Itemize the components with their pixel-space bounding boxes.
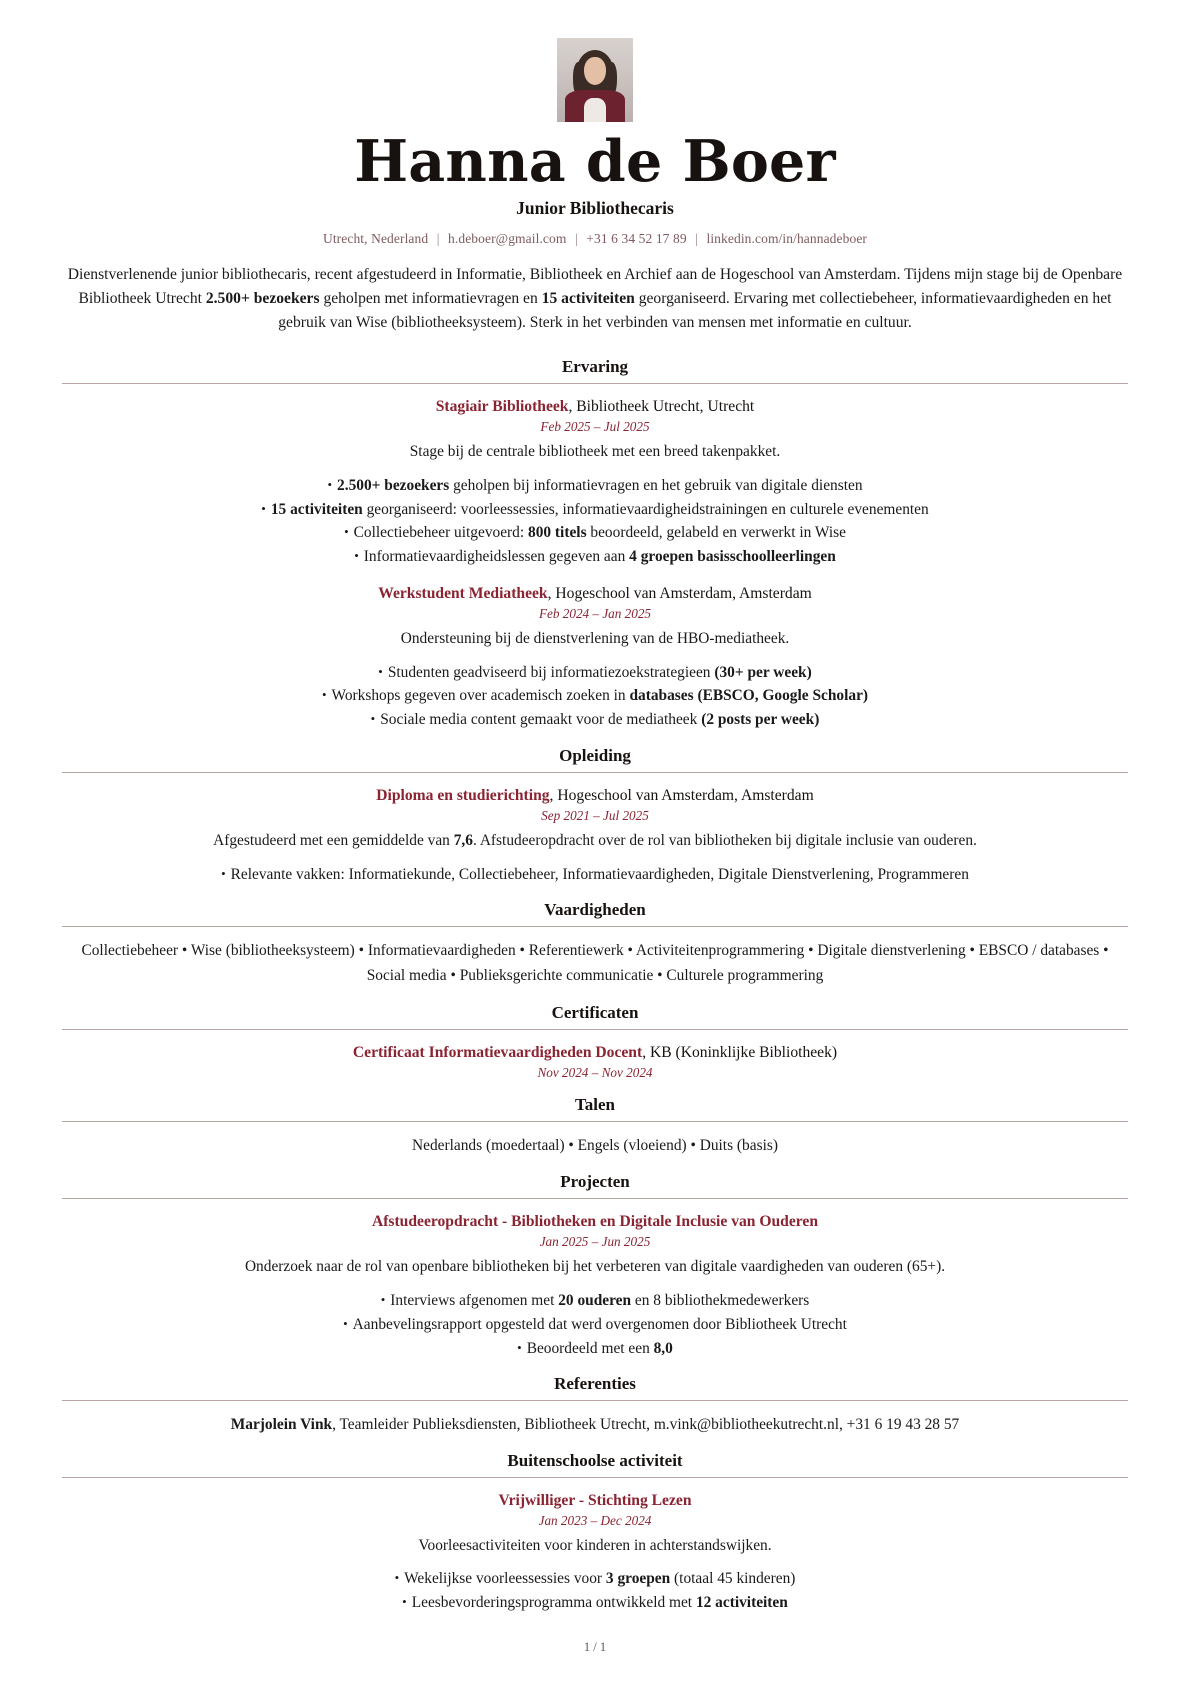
contact-location: Utrecht, Nederland [322, 230, 429, 246]
list-item: • Interviews afgenomen met 20 ouderen en 8 bibliothekmedewerkers [62, 1289, 1128, 1313]
entry-dates: Sep 2021 – Jul 2025 [541, 808, 649, 824]
section-divider [62, 1121, 1128, 1122]
entry-role: Certificaat Informatievaardigheden Docent [352, 1043, 643, 1061]
section-heading-ervaring: Ervaring [561, 357, 629, 377]
entry-organization: , Bibliotheek Utrecht, Utrecht [568, 398, 755, 416]
entry-dates: Feb 2025 – Jul 2025 [540, 419, 650, 435]
entry-role: Diploma en studierichting [376, 787, 550, 805]
entry-bullet-list [62, 1567, 1128, 1615]
entry-organization: , Hogeschool van Amsterdam, Amsterdam [547, 585, 812, 603]
entry [62, 785, 1128, 886]
contact-line [62, 231, 1128, 247]
section-heading-projecten: Projecten [560, 1172, 630, 1192]
section-divider [62, 1477, 1128, 1478]
list-item: • Collectiebeheer uitgevoerd: 800 titels beoordeeld, gelabeld en verwerkt in Wise [62, 521, 1128, 545]
entry-description: Onderzoek naar de rol van openbare bibliotheken bij het verbeteren van digitale vaardigheden van ouderen (65+). [244, 1258, 946, 1276]
photo-shirt [584, 98, 606, 122]
avatar [557, 38, 633, 122]
section-talen [62, 1095, 1128, 1159]
section-divider [62, 772, 1128, 773]
entry-role: Stagiair Bibliotheek [435, 398, 569, 416]
entry [62, 1211, 1128, 1360]
section-divider [62, 383, 1128, 384]
entry-heading [62, 396, 1128, 417]
contact-separator-2: | [574, 230, 578, 246]
entry-bullet-list [62, 863, 1128, 887]
list-item: • 2.500+ bezoekers geholpen bij informatievragen en het gebruik van digitale diensten [62, 474, 1128, 498]
entry-dates: Feb 2024 – Jan 2025 [538, 606, 652, 622]
list-item: • Leesbevorderingsprogramma ontwikkeld met 12 activiteiten [62, 1591, 1128, 1615]
entry-heading [62, 785, 1128, 806]
section-referenties [62, 1374, 1128, 1436]
job-title: Junior Bibliothecaris [516, 197, 674, 218]
entry [62, 396, 1128, 569]
entry-role: Werkstudent Mediatheek [378, 585, 548, 603]
section-ervaring [62, 357, 1128, 732]
section-vaardigheden [62, 900, 1128, 988]
entry-description: Ondersteuning bij de dienstverlening van de HBO-mediatheek. [400, 630, 790, 648]
entry-bullet-list [62, 1289, 1128, 1361]
list-item: • Studenten geadviseerd bij informatiezoekstrategieen (30+ per week) [62, 661, 1128, 685]
section-heading-opleiding: Opleiding [559, 746, 631, 766]
contact-separator-1: | [436, 230, 440, 246]
entry-heading [62, 1211, 1128, 1232]
section-opleiding [62, 746, 1128, 886]
entry-heading [62, 1042, 1128, 1063]
list-item: • Informatievaardigheidslessen gegeven aan 4 groepen basisschoolleerlingen [62, 545, 1128, 569]
page-indicator: 1 / 1 [583, 1640, 607, 1654]
languages-list: Nederlands (moedertaal) • Engels (vloeiend) • Duits (basis) [412, 1136, 778, 1154]
entry-dates: Jan 2025 – Jun 2025 [539, 1234, 651, 1250]
reference-entry: Marjolein Vink, Teamleider Publieksdiensten, Bibliotheek Utrecht, m.vink@bibliotheekutrecht.nl, +31 6 19 43 28 57 [230, 1416, 960, 1434]
section-heading-vaardigheden: Vaardigheden [544, 900, 646, 920]
section-divider [62, 1198, 1128, 1199]
entry-heading [62, 583, 1128, 604]
entry [62, 1490, 1128, 1615]
contact-separator-3: | [695, 230, 698, 246]
summary-paragraph: Dienstverlenende junior bibliothecaris, recent afgestudeerd in Informatie, Bibliotheek en Archief aan de Hogeschool van Amsterdam. Tijdens mijn stage bij de Openbare Bibliotheek Utrecht 2.500+ bezoekers geholpen met informatievragen en 15 activiteiten georganiseerd. Ervaring met collectiebeheer, informatievaardigheden en het gebruik van Wise (bibliotheeksysteem). Sterk in het verbinden van mensen met informatie en cultuur. [67, 265, 1123, 332]
contact-phone[interactable]: +31 6 34 52 17 89 [586, 230, 687, 246]
entry [62, 583, 1128, 732]
entry-role: Vrijwilliger - Stichting Lezen [498, 1491, 692, 1509]
entry-description: Afgestudeerd met een gemiddelde van 7,6. Afstudeeropdracht over de rol van bibliotheken bij digitale inclusie van ouderen. [213, 832, 977, 850]
entry-role: Afstudeeropdracht - Bibliotheken en Digitale Inclusie van Ouderen [371, 1213, 819, 1231]
entry-dates: Jan 2023 – Dec 2024 [538, 1512, 652, 1528]
entry-description: Voorleesactiviteiten voor kinderen in achterstandswijken. [418, 1536, 772, 1554]
photo-face [584, 57, 606, 85]
list-item: • Sociale media content gemaakt voor de mediatheek (2 posts per week) [62, 708, 1128, 732]
entry-organization: , KB (Koninklijke Bibliotheek) [642, 1043, 838, 1061]
list-item: • Wekelijkse voorleessessies voor 3 groepen (totaal 45 kinderen) [62, 1567, 1128, 1591]
entry-organization: , Hogeschool van Amsterdam, Amsterdam [549, 787, 814, 805]
entry-bullet-list [62, 474, 1128, 570]
entry [62, 1042, 1128, 1081]
entry-heading [62, 1490, 1128, 1511]
profile-photo-container [62, 38, 1128, 122]
section-heading-certificaten: Certificaten [551, 1002, 639, 1022]
entry-dates: Nov 2024 – Nov 2024 [537, 1064, 653, 1080]
section-buitenschoolse-activiteit [62, 1451, 1128, 1615]
section-projecten [62, 1172, 1128, 1360]
section-divider [62, 926, 1128, 927]
section-heading-buitenschoolse-activiteit: Buitenschoolse activiteit [507, 1450, 683, 1470]
contact-email[interactable]: h.deboer@gmail.com [448, 230, 567, 246]
sections-container [62, 357, 1128, 1614]
entry-description: Stage bij de centrale bibliotheek met een breed takenpakket. [409, 443, 781, 461]
skills-list: Collectiebeheer • Wise (bibliotheeksysteem) • Informatievaardigheden • Referentiewerk • Activiteitenprogrammering • Digitale dienstverlening • EBSCO / databases • Social media • Publieksgerichte communicatie • Culturele programmering [81, 942, 1109, 985]
list-item: • Aanbevelingsrapport opgesteld dat werd overgenomen door Bibliotheek Utrecht [62, 1313, 1128, 1337]
list-item: • Beoordeeld met een 8,0 [62, 1337, 1128, 1361]
section-heading-talen: Talen [574, 1094, 615, 1114]
section-certificaten [62, 1003, 1128, 1081]
entry-bullet-list [62, 661, 1128, 733]
list-item: • Relevante vakken: Informatiekunde, Collectiebeheer, Informatievaardigheden, Digitale Dienstverlening, Programmeren [62, 863, 1128, 887]
page-title: Hanna de Boer [354, 128, 836, 195]
list-item: • Workshops gegeven over academisch zoeken in databases (EBSCO, Google Scholar) [62, 684, 1128, 708]
contact-linkedin[interactable]: linkedin.com/in/hannadeboer [706, 230, 868, 246]
section-divider [62, 1400, 1128, 1401]
section-heading-referenties: Referenties [554, 1374, 636, 1394]
section-divider [62, 1029, 1128, 1030]
list-item: • 15 activiteiten georganiseerd: voorleessessies, informatievaardigheidstrainingen en culturele evenementen [62, 498, 1128, 522]
